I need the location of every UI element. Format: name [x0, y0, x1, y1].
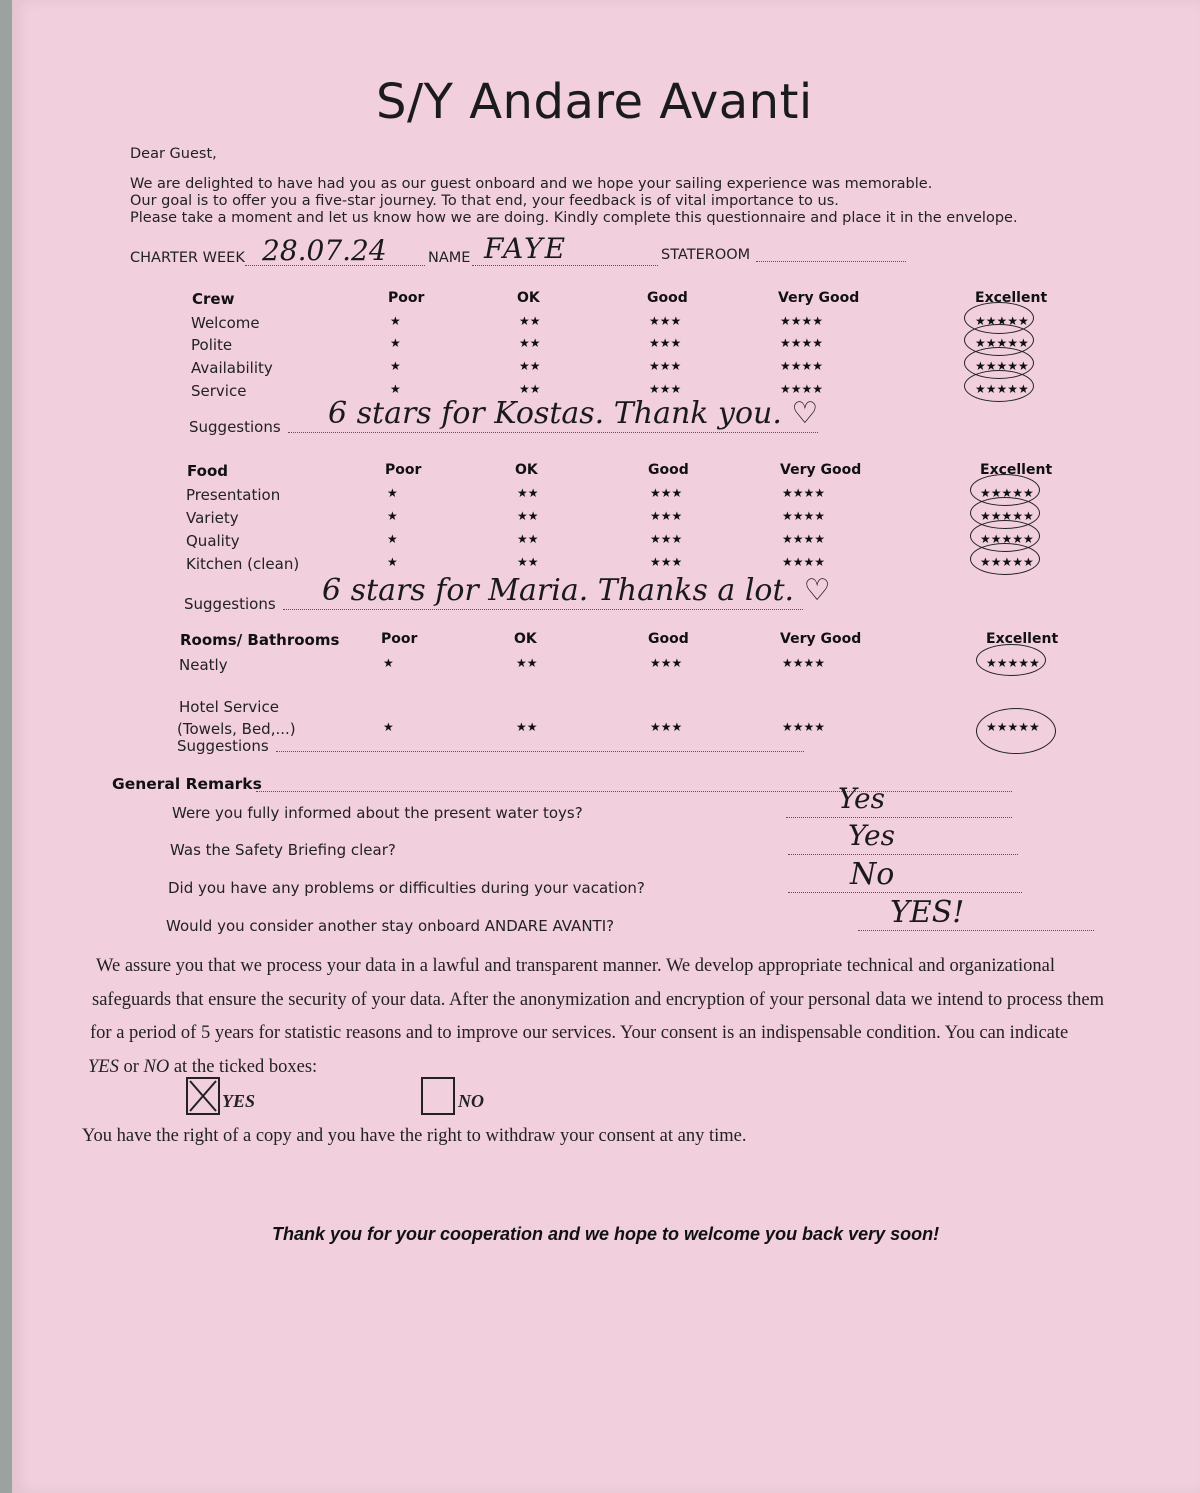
rating-option[interactable]: ★	[383, 720, 394, 734]
rating-column-header: Good	[647, 290, 688, 306]
rating-option[interactable]: ★★★	[650, 555, 683, 569]
intro-line-1: We are delighted to have had you as our guest onboard and we hope your sailing experience was memorable.	[130, 176, 933, 192]
intro-line-2: Our goal is to offer you a five-star journey. To that end, your feedback is of vital importance to us.	[130, 193, 839, 209]
rating-option[interactable]: ★★★★	[782, 532, 826, 546]
rating-item-label: Service	[191, 382, 247, 400]
rating-option[interactable]: ★★★★★	[975, 336, 1029, 350]
remark-answer-line[interactable]	[788, 853, 1018, 855]
rating-option[interactable]: ★★★★	[780, 336, 824, 350]
suggestions-label: Suggestions	[184, 595, 276, 613]
rating-item-label: Polite	[191, 336, 233, 354]
rating-option[interactable]: ★★	[517, 532, 539, 546]
consent-rights: You have the right of a copy and you have the right to withdraw your consent at any time.	[82, 1126, 747, 1146]
rating-column-header: Poor	[388, 290, 425, 306]
suggestions-label: Suggestions	[177, 737, 269, 755]
remark-answer[interactable]: Yes	[848, 819, 895, 852]
section-heading: Crew	[192, 290, 235, 308]
rating-option[interactable]: ★	[390, 336, 401, 350]
rating-option[interactable]: ★★★★★	[975, 314, 1029, 328]
rating-item-label: Presentation	[186, 486, 281, 504]
rating-option[interactable]: ★★★★	[782, 555, 826, 569]
remark-answer-line[interactable]	[786, 816, 1012, 818]
remark-question: Was the Safety Briefing clear?	[170, 841, 396, 859]
check-x-icon	[188, 1079, 218, 1113]
rating-option[interactable]: ★★★★	[780, 382, 824, 396]
stateroom-label: STATEROOM	[661, 247, 751, 263]
section-heading: Food	[187, 462, 228, 480]
rating-column-header: Good	[648, 631, 689, 647]
rating-option[interactable]: ★	[387, 486, 398, 500]
rating-column-header: Good	[648, 462, 689, 478]
charter-week-label: CHARTER WEEK	[130, 250, 245, 266]
rating-column-header: OK	[515, 462, 538, 478]
rating-option[interactable]: ★★★	[650, 486, 683, 500]
rating-column-header: Very Good	[780, 462, 862, 478]
consent-line-4: YES or NO at the ticked boxes:	[88, 1057, 318, 1077]
suggestions-field[interactable]: 6 stars for Maria. Thanks a lot. ♡	[322, 573, 831, 608]
rating-option[interactable]: ★★★★★	[980, 509, 1034, 523]
suggestions-line[interactable]	[276, 750, 804, 752]
remark-answer[interactable]: Yes	[838, 782, 885, 815]
rating-option[interactable]: ★★★★	[782, 720, 826, 734]
rating-option[interactable]: ★★	[517, 486, 539, 500]
remark-question: Did you have any problems or difficulties during your vacation?	[168, 879, 645, 897]
rating-option[interactable]: ★★★★	[780, 359, 824, 373]
rating-item-label: Hotel Service	[179, 698, 279, 716]
rating-option[interactable]: ★★★★★	[986, 656, 1040, 670]
rating-option[interactable]: ★★	[519, 336, 541, 350]
rating-item-label: Quality	[186, 532, 240, 550]
rating-item-label: Neatly	[179, 656, 228, 674]
intro-line-3: Please take a moment and let us know how we are doing. Kindly complete this questionnaire and place it in the envelope.	[130, 210, 1018, 226]
name-label: NAME	[428, 250, 471, 266]
rating-option[interactable]: ★	[390, 382, 401, 396]
rating-column-header: Excellent	[986, 631, 1059, 647]
rating-option[interactable]: ★★★	[650, 656, 683, 670]
rating-option[interactable]: ★★★★	[782, 509, 826, 523]
suggestions-field[interactable]: 6 stars for Kostas. Thank you. ♡	[328, 396, 819, 431]
name-field[interactable]: FAYE	[484, 232, 568, 265]
rating-column-header: Poor	[385, 462, 422, 478]
rating-option[interactable]: ★★★	[649, 382, 682, 396]
rating-column-header: OK	[517, 290, 540, 306]
rating-option[interactable]: ★★	[517, 555, 539, 569]
consent-line-1: We assure you that we process your data in a lawful and transparent manner. We develop appropriate technical and organizational	[96, 956, 1056, 976]
rating-option[interactable]: ★	[387, 532, 398, 546]
rating-item-label: Welcome	[191, 314, 260, 332]
selected-rating-circle	[964, 370, 1034, 402]
rating-item-label-2: (Towels, Bed,...)	[177, 720, 296, 738]
rating-option[interactable]: ★★	[519, 382, 541, 396]
greeting: Dear Guest,	[130, 146, 217, 162]
suggestions-label: Suggestions	[189, 418, 281, 436]
rating-item-label: Availability	[191, 359, 273, 377]
remark-answer[interactable]: YES!	[890, 895, 965, 930]
rating-column-header: Very Good	[778, 290, 860, 306]
remark-answer-line[interactable]	[788, 891, 1022, 893]
selected-rating-circle	[976, 708, 1056, 754]
rating-option[interactable]: ★	[390, 359, 401, 373]
rating-option[interactable]: ★★★★★	[980, 532, 1034, 546]
rating-option[interactable]: ★★	[519, 359, 541, 373]
remark-question: Would you consider another stay onboard ANDARE AVANTI?	[166, 917, 615, 935]
rating-option[interactable]: ★★★	[650, 720, 683, 734]
consent-line-2: safeguards that ensure the security of your data. After the anonymization and encryption of your personal data we intend to process them	[92, 990, 1105, 1010]
rating-column-header: Excellent	[980, 462, 1053, 478]
rating-option[interactable]: ★	[387, 555, 398, 569]
rating-column-header: Excellent	[975, 290, 1048, 306]
footer-thanks: Thank you for your cooperation and we hope to welcome you back very soon!	[272, 1224, 940, 1244]
rating-option[interactable]: ★★★★★	[975, 382, 1029, 396]
general-remarks-label: General Remarks	[112, 775, 262, 793]
rating-option[interactable]: ★★	[519, 314, 541, 328]
rating-option[interactable]: ★	[383, 656, 394, 670]
page-title: S/Y Andare Avanti	[376, 74, 813, 130]
rating-column-header: OK	[514, 631, 537, 647]
remark-question: Were you fully informed about the present water toys?	[172, 804, 583, 822]
selected-rating-circle	[976, 644, 1046, 676]
rating-item-label: Kitchen (clean)	[186, 555, 300, 573]
rating-column-header: Poor	[381, 631, 418, 647]
no-label: NO	[458, 1091, 484, 1111]
charter-week-field[interactable]: 28.07.24	[262, 234, 387, 267]
rating-option[interactable]: ★★★★★	[980, 486, 1034, 500]
rating-option[interactable]: ★★★★★	[986, 720, 1040, 734]
suggestions-line[interactable]	[283, 608, 803, 610]
rating-option[interactable]: ★	[390, 314, 401, 328]
stateroom-field[interactable]	[756, 260, 906, 262]
rating-option[interactable]: ★★★★	[780, 314, 824, 328]
consent-line-3: for a period of 5 years for statistic reasons and to improve our services. Your consent is an indispensable condition. You can indicate	[90, 1023, 1069, 1043]
rating-option[interactable]: ★★	[517, 509, 539, 523]
section-heading: Rooms/ Bathrooms	[180, 631, 340, 649]
rating-option[interactable]: ★★★	[649, 314, 682, 328]
remark-answer[interactable]: No	[850, 857, 895, 892]
selected-rating-circle	[970, 543, 1040, 575]
rating-option[interactable]: ★★★	[649, 336, 682, 350]
yes-checkbox[interactable]	[186, 1077, 220, 1115]
rating-option[interactable]: ★★★★	[782, 486, 826, 500]
rating-option[interactable]: ★★★★★	[975, 359, 1029, 373]
rating-item-label: Variety	[186, 509, 239, 527]
rating-option[interactable]: ★★★★	[782, 656, 826, 670]
rating-option[interactable]: ★★	[516, 656, 538, 670]
rating-column-header: Very Good	[780, 631, 862, 647]
yes-label: YES	[222, 1091, 256, 1111]
rating-option[interactable]: ★★★	[650, 532, 683, 546]
no-checkbox[interactable]	[421, 1077, 455, 1115]
rating-option[interactable]: ★★★	[650, 509, 683, 523]
suggestions-line[interactable]	[288, 431, 818, 433]
rating-option[interactable]: ★★★★★	[980, 555, 1034, 569]
rating-option[interactable]: ★★★	[649, 359, 682, 373]
rating-option[interactable]: ★	[387, 509, 398, 523]
rating-option[interactable]: ★★	[516, 720, 538, 734]
